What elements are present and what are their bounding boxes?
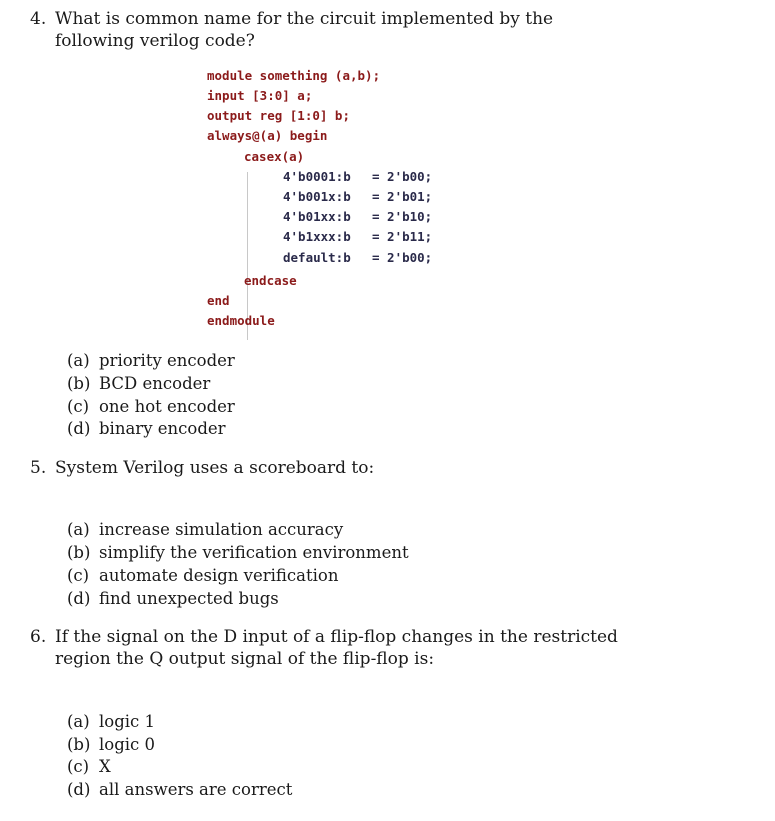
question-number: 4. [30,9,47,29]
option-a [67,711,155,733]
case-value: = 2'b11; [372,229,433,244]
option-text: increase simulation accuracy [99,520,344,539]
option-c [67,565,338,587]
question-number: 6. [30,627,47,647]
question-text: System Verilog uses a scoreboard to: [55,458,375,478]
option-text: X [99,757,111,776]
option-c [67,396,235,418]
option-b [67,373,210,395]
case-selector: default:b [283,250,351,265]
case-value: = 2'b00; [372,169,433,184]
question-number: 5. [30,458,47,478]
option-label: (b) [67,374,91,393]
option-label: (d) [67,589,91,608]
option-b [67,542,409,564]
option-label: (d) [67,419,91,438]
option-d [67,779,292,801]
code-line: casex(a) [244,149,305,164]
option-label: (c) [67,397,90,416]
option-text: one hot encoder [99,397,235,416]
option-text: BCD encoder [99,374,211,393]
option-text: all answers are correct [99,780,293,799]
code-line: always@(a) begin [207,128,328,143]
option-text: logic 1 [99,712,156,731]
option-b [67,734,155,756]
case-value: = 2'b00; [372,250,433,265]
option-label: (c) [67,757,90,776]
option-text: find unexpected bugs [99,589,279,608]
code-line: output reg [1:0] b; [207,108,350,123]
case-value: = 2'b01; [372,189,433,204]
case-selector: 4'b0001:b [283,169,351,184]
option-label: (a) [67,351,90,370]
option-a [67,350,235,372]
option-label: (b) [67,543,91,562]
option-label: (a) [67,520,90,539]
option-text: priority encoder [99,351,235,370]
option-label: (a) [67,712,90,731]
option-label: (b) [67,735,91,754]
case-selector: 4'b001x:b [283,189,351,204]
code-line: end [207,293,230,308]
code-line: endmodule [207,313,275,328]
code-line: endcase [244,273,297,288]
case-selector: 4'b01xx:b [283,209,351,224]
option-text: automate design verification [99,566,339,585]
option-text: simplify the verification environment [99,543,409,562]
option-c [67,756,111,778]
question-text: What is common name for the circuit implemented by the following verilog code? [55,9,554,51]
option-text: logic 0 [99,735,156,754]
option-label: (d) [67,780,91,799]
case-selector: 4'b1xxx:b [283,229,351,244]
question-text: If the signal on the D input of a flip-flop changes in the restricted region the Q output signal of the flip-flop is: [55,627,618,669]
option-a [67,519,343,541]
code-line: module something (a,b); [207,68,381,83]
option-d [67,418,226,440]
option-d [67,588,279,610]
case-value: = 2'b10; [372,209,433,224]
code-line: input [3:0] a; [207,88,313,103]
option-label: (c) [67,566,90,585]
option-text: binary encoder [99,419,226,438]
